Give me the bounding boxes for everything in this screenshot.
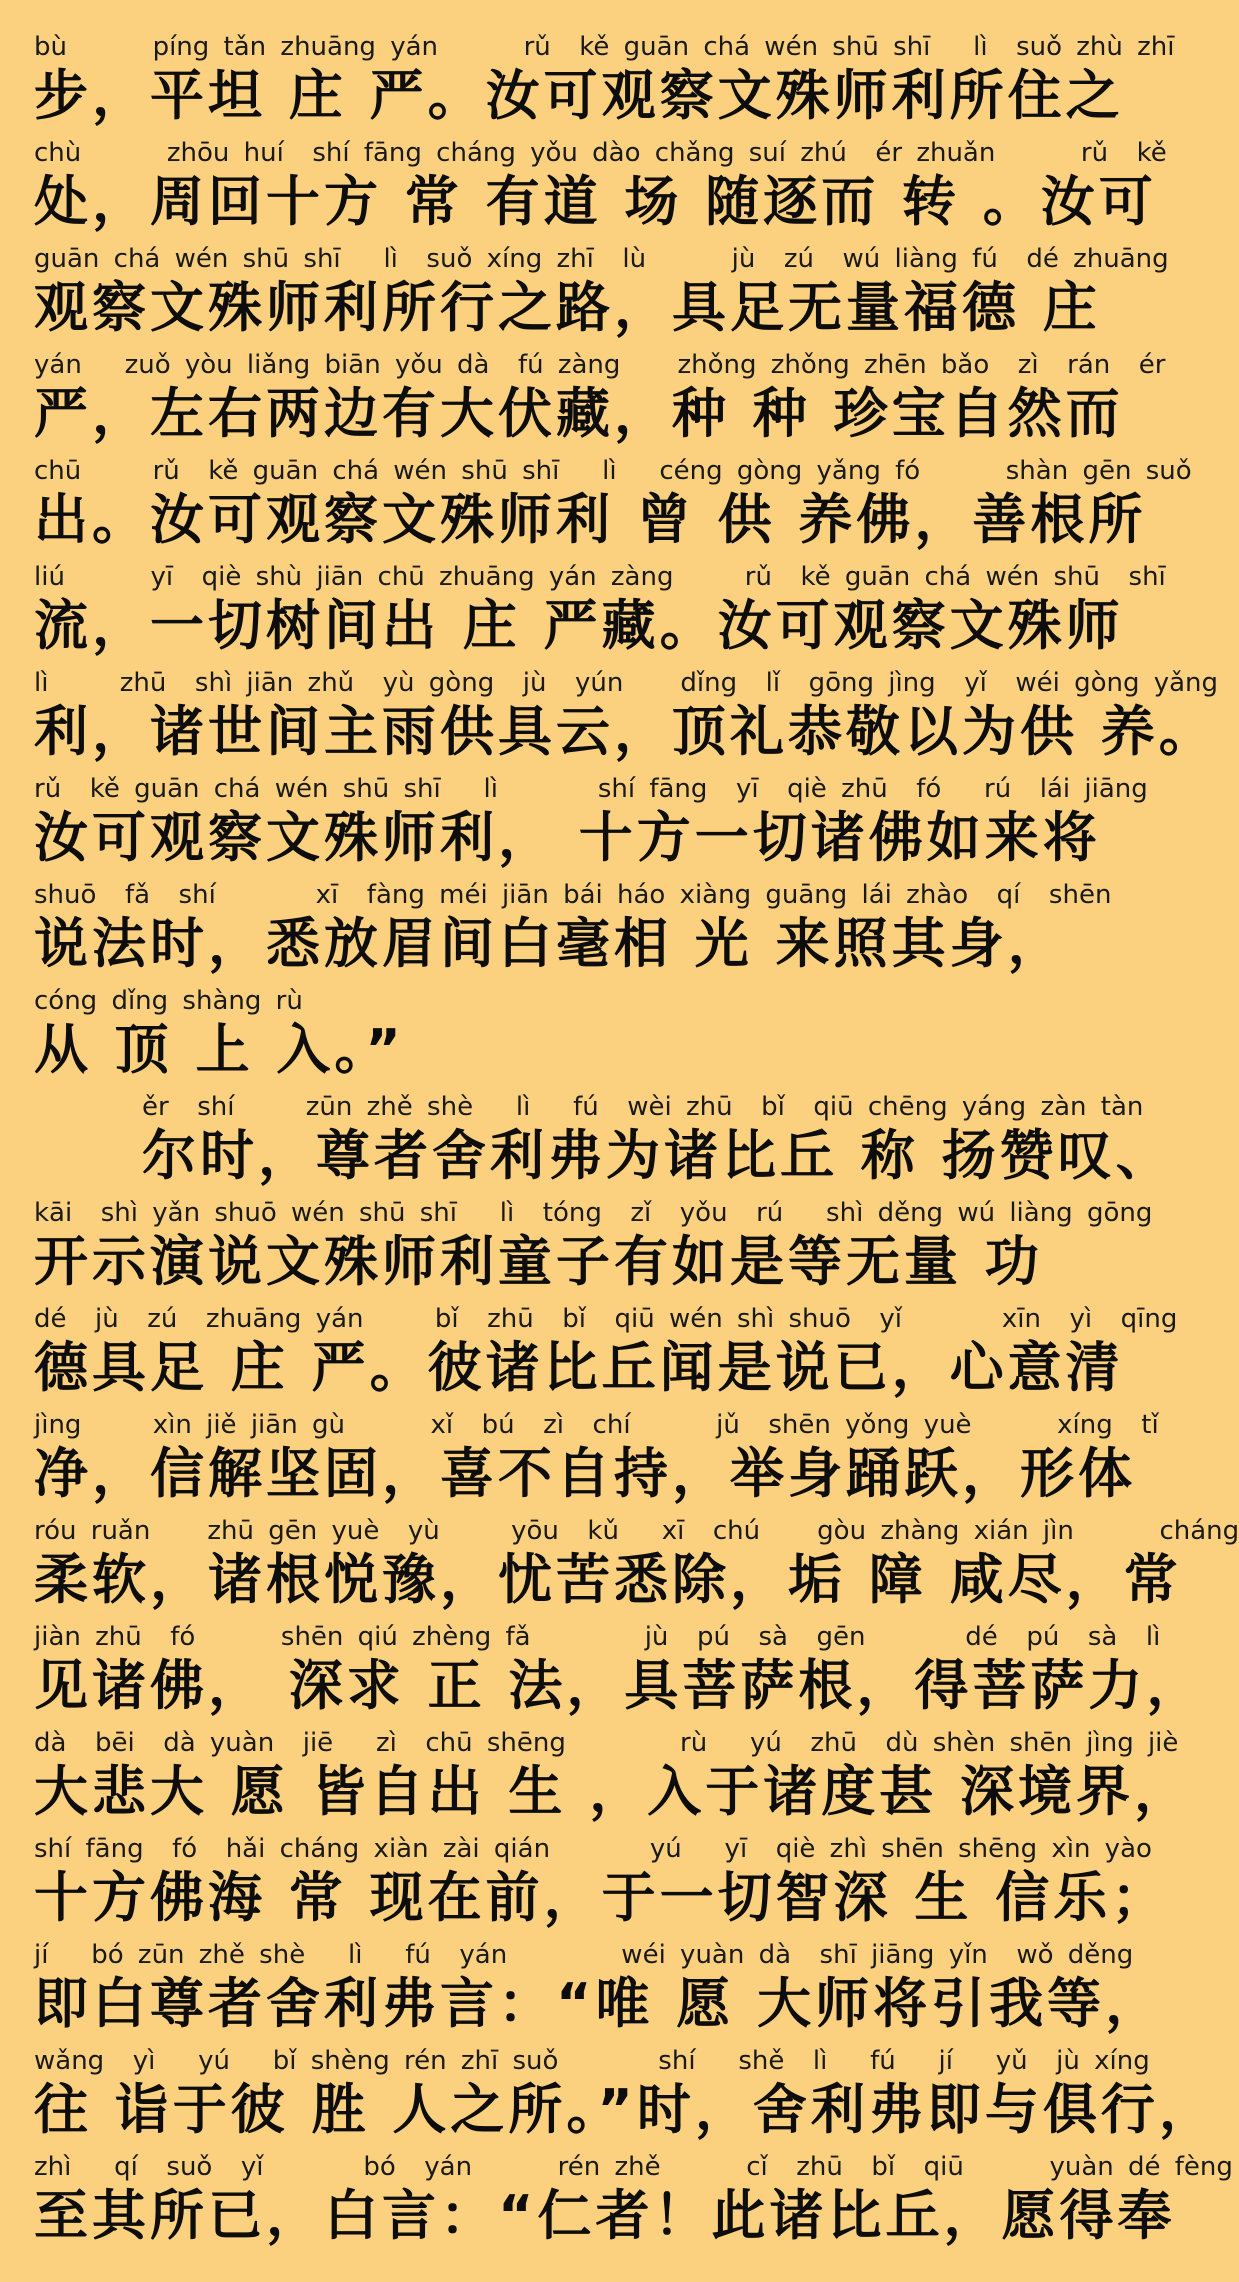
pinyin-annotation: shuō fǎ shí xī fàng méi jiān bái háo xiàng guāng lái zhào qí shēn [34,880,1112,910]
text-line [34,1408,1159,1514]
text-line-paragraph-start [34,1090,1174,1196]
pinyin-annotation: wǎng yì yú bǐ shèng rén zhī suǒ shí shě lì fú jí yǔ jù xíng [34,2046,1150,2076]
chinese-text: 即白尊者舍利弗言：“唯 愿 大师将引我等， [34,1972,1164,2035]
pinyin-annotation: lì zhū shì jiān zhǔ yù gòng jù yún dǐng lǐ gōng jìng yǐ wéi gòng yǎng [34,668,1219,698]
chinese-text: 利，诸世间主雨供具云，顶礼恭敬以为供 养。 [34,700,1217,763]
pinyin-annotation: liú yī qiè shù jiān chū zhuāng yán zàng rǔ kě guān chá wén shū shī [34,562,1166,592]
chinese-text: 尔时，尊者舍利弗为诸比丘 称 扬赞叹、 [142,1124,1174,1187]
text-line [34,454,1192,560]
pinyin-annotation: zhì qí suǒ yǐ bó yán rén zhě cǐ zhū bǐ qiū yuàn dé fèng [34,2152,1233,2182]
text-line [34,560,1166,666]
chinese-text: 净，信解坚固，喜不自持，举身踊跃，形体 [34,1442,1136,1505]
pinyin-annotation: chù zhōu huí shí fāng cháng yǒu dào chǎng suí zhú ér zhuǎn rǔ kě [34,138,1167,168]
text-line [34,348,1166,454]
pinyin-annotation: dé jù zú zhuāng yán bǐ zhū bǐ qiū wén shì shuō yǐ xīn yì qīng [34,1304,1178,1334]
pinyin-annotation: jí bó zūn zhě shè lì fú yán wéi yuàn dà shī jiāng yǐn wǒ děng [34,1940,1134,1970]
text-line [34,878,1112,984]
text-line [34,1514,1239,1620]
text-line [34,1620,1205,1726]
pinyin-annotation: róu ruǎn zhū gēn yuè yù yōu kǔ xī chú gòu zhàng xián jìn cháng [34,1516,1239,1546]
pinyin-annotation: kāi shì yǎn shuō wén shū shī lì tóng zǐ yǒu rú shì děng wú liàng gōng [34,1198,1153,1228]
chinese-text: 流，一切树间出 庄 严藏。汝可观察文殊师 [34,594,1124,657]
pinyin-annotation: shí fāng fó hǎi cháng xiàn zài qián yú yī qiè zhì shēn shēng xìn yào [34,1834,1152,1864]
pinyin-annotation: cóng dǐng shàng rù [34,986,303,1016]
chinese-text: 汝可观察文殊师利， 十方一切诸佛如来将 [34,806,1101,869]
chinese-text: 十方佛海 常 现在前，于一切智深 生 信乐； [34,1866,1170,1929]
pinyin-annotation: yán zuǒ yòu liǎng biān yǒu dà fú zàng zhǒng zhǒng zhēn bǎo zì rán ér [34,350,1166,380]
pinyin-annotation: chū rǔ kě guān chá wén shū shī lì céng gòng yǎng fó shàn gēn suǒ [34,456,1192,486]
pinyin-annotation: dà bēi dà yuàn jiē zì chū shēng rù yú zhū dù shèn shēn jìng jiè [34,1728,1179,1758]
chinese-text: 至其所已，白言：“仁者！此诸比丘，愿得奉 [34,2184,1176,2247]
pinyin-annotation: ěr shí zūn zhě shè lì fú wèi zhū bǐ qiū chēng yáng zàn tàn [142,1092,1144,1122]
chinese-text: 往 诣于彼 胜 人之所。”时，舍利弗即与俱行， [34,2078,1217,2141]
chinese-text: 说法时，悉放眉间白毫相 光 来照其身， [34,912,1066,975]
text-line [34,1938,1164,2044]
text-line [34,1832,1170,1938]
text-line [34,772,1148,878]
text-line [34,242,1169,348]
text-line [34,1726,1192,1832]
text-line [34,2044,1217,2150]
chinese-text: 从 顶 上 入。” [34,1018,405,1081]
pinyin-annotation: guān chá wén shū shī lì suǒ xíng zhī lù jù zú wú liàng fú dé zhuāng [34,244,1169,274]
chinese-text: 步，平坦 庄 严。汝可观察文殊师利所住之 [34,64,1124,127]
pinyin-annotation: bù píng tǎn zhuāng yán rǔ kě guān chá wén shū shī lì suǒ zhù zhī [34,32,1175,62]
chinese-text: 柔软，诸根悦豫，忧苦悉除，垢 障 咸尽，常 [34,1548,1182,1611]
chinese-text: 见诸佛， 深求 正 法，具菩萨根，得菩萨力， [34,1654,1205,1717]
text-line [34,1302,1178,1408]
text-line [34,136,1167,242]
chinese-text: 处，周回十方 常 有道 场 随逐而 转 。汝可 [34,170,1157,233]
chinese-text: 德具足 庄 严。彼诸比丘闻是说已，心意清 [34,1336,1124,1399]
chinese-text: 观察文殊师利所行之路，具足无量福德 庄 [34,276,1101,339]
chinese-text: 开示演说文殊师利童子有如是等无量 功 [34,1230,1043,1293]
pinyin-annotation: jìng xìn jiě jiān gù xǐ bú zì chí jǔ shēn yǒng yuè xíng tǐ [34,1410,1159,1440]
text-line [34,2150,1233,2256]
chinese-text: 严，左右两边有大伏藏，种 种 珍宝自然而 [34,382,1124,445]
pinyin-annotation: rǔ kě guān chá wén shū shī lì shí fāng yī qiè zhū fó rú lái jiāng [34,774,1148,804]
text-line [34,984,1054,1090]
chinese-text: 大悲大 愿 皆自出 生 ，入于诸度甚 深境界， [34,1760,1192,1823]
text-line [34,1196,1153,1302]
text-line [34,30,1175,136]
text-line [34,666,1219,772]
chinese-text: 出。汝可观察文殊师利 曾 供 养佛，善根所 [34,488,1147,551]
pinyin-annotation: jiàn zhū fó shēn qiú zhèng fǎ jù pú sà gēn dé pú sà lì [34,1622,1161,1652]
